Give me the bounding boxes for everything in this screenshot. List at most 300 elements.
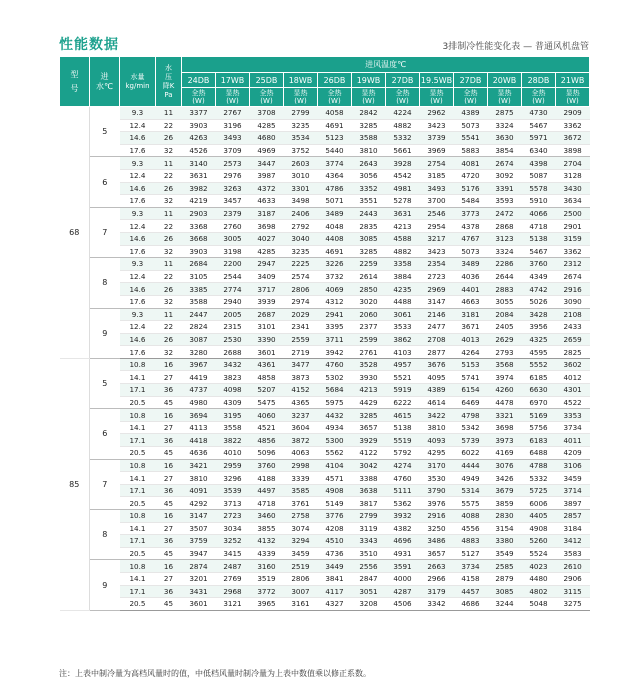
capacity-cell: 4856	[250, 434, 284, 447]
capacity-cell: 3179	[420, 585, 454, 598]
capacity-cell: 3339	[284, 472, 318, 485]
table-row	[60, 535, 590, 548]
capacity-cell: 3698	[488, 421, 522, 434]
table-row	[60, 409, 590, 422]
water-flow-cell: 14.6	[120, 182, 156, 195]
capacity-cell: 3447	[250, 157, 284, 170]
capacity-cell: 3976	[420, 497, 454, 510]
capacity-cell: 5562	[318, 447, 352, 460]
capacity-cell: 3217	[420, 232, 454, 245]
capacity-cell: 5260	[522, 535, 556, 548]
capacity-cell: 2968	[216, 585, 250, 598]
capacity-cell: 5467	[522, 119, 556, 132]
capacity-cell: 3694	[182, 409, 216, 422]
capacity-cell: 4208	[318, 522, 352, 535]
capacity-cell: 3790	[420, 484, 454, 497]
water-flow-cell: 17.6	[120, 144, 156, 157]
capacity-cell: 4295	[420, 447, 454, 460]
capacity-cell: 3296	[216, 472, 250, 485]
capacity-cell: 5484	[454, 195, 488, 208]
table-row	[60, 182, 590, 195]
capacity-cell: 3855	[250, 522, 284, 535]
capacity-cell: 4382	[386, 522, 420, 535]
page-title: 性能数据	[59, 37, 119, 53]
capacity-cell: 3734	[556, 421, 590, 434]
capacity-cell: 3776	[318, 510, 352, 523]
capacity-cell: 3105	[182, 270, 216, 283]
capacity-cell: 3196	[216, 119, 250, 132]
capacity-cell: 3810	[182, 472, 216, 485]
header-subheader-label: 显热 (W)	[429, 89, 444, 105]
capacity-cell: 3154	[488, 522, 522, 535]
model-cell: 85	[60, 358, 90, 610]
capacity-cell: 6630	[522, 384, 556, 397]
capacity-cell: 4088	[454, 510, 488, 523]
capacity-cell: 2916	[420, 510, 454, 523]
capacity-cell: 3087	[182, 333, 216, 346]
capacity-cell: 3201	[182, 572, 216, 585]
capacity-cell: 3711	[318, 333, 352, 346]
capacity-cell: 3368	[182, 220, 216, 233]
capacity-cell: 6022	[454, 447, 488, 460]
header-condition: 18WB	[284, 73, 318, 88]
table-body	[60, 107, 590, 611]
water-flow-cell: 17.6	[120, 195, 156, 208]
capacity-cell: 3898	[556, 144, 590, 157]
capacity-cell: 5138	[386, 421, 420, 434]
header-condition: 24DB	[182, 73, 216, 88]
capacity-cell: 4429	[352, 396, 386, 409]
capacity-cell: 2629	[488, 333, 522, 346]
capacity-cell: 2719	[284, 346, 318, 359]
pressure-drop-cell: 11	[156, 207, 182, 220]
footnote: 注：上表中制冷量为高档风量时的值，中低档风量时制冷量为上表中数值乘以修正系数。	[59, 669, 371, 678]
pressure-drop-cell: 45	[156, 396, 182, 409]
capacity-cell: 2443	[352, 207, 386, 220]
capacity-cell: 3631	[386, 207, 420, 220]
capacity-cell: 3947	[182, 547, 216, 560]
table-row	[60, 169, 590, 182]
capacity-cell: 3342	[420, 598, 454, 611]
capacity-cell: 2610	[556, 560, 590, 573]
capacity-cell: 3235	[284, 245, 318, 258]
pressure-drop-cell: 22	[156, 321, 182, 334]
header-subheader	[522, 88, 556, 107]
capacity-cell: 4556	[454, 522, 488, 535]
capacity-cell: 3630	[488, 132, 522, 145]
capacity-cell: 2084	[488, 308, 522, 321]
capacity-cell: 3967	[182, 358, 216, 371]
capacity-cell: 2286	[488, 258, 522, 271]
capacity-cell: 3040	[284, 232, 318, 245]
capacity-cell: 3431	[182, 585, 216, 598]
capacity-cell: 5575	[454, 497, 488, 510]
capacity-cell: 5302	[318, 371, 352, 384]
capacity-cell: 4882	[386, 119, 420, 132]
capacity-cell: 3388	[352, 472, 386, 485]
capacity-cell: 2556	[352, 560, 386, 573]
capacity-cell: 2146	[420, 308, 454, 321]
capacity-cell: 4802	[522, 585, 556, 598]
capacity-cell: 2599	[352, 333, 386, 346]
capacity-cell: 2940	[216, 295, 250, 308]
capacity-cell: 3020	[352, 295, 386, 308]
capacity-cell: 5111	[386, 484, 420, 497]
water-flow-cell: 14.1	[120, 522, 156, 535]
capacity-cell: 4378	[454, 220, 488, 233]
table-row	[60, 497, 590, 510]
pressure-drop-cell: 45	[156, 547, 182, 560]
capacity-cell: 5123	[318, 132, 352, 145]
pressure-drop-cell: 32	[156, 295, 182, 308]
capacity-cell: 2916	[556, 283, 590, 296]
capacity-cell: 3969	[420, 144, 454, 157]
capacity-cell: 4013	[454, 333, 488, 346]
capacity-cell: 4036	[454, 270, 488, 283]
capacity-cell: 5552	[522, 358, 556, 371]
capacity-cell: 3760	[522, 258, 556, 271]
capacity-cell: 3140	[182, 157, 216, 170]
capacity-cell: 2941	[318, 308, 352, 321]
capacity-cell: 2708	[420, 333, 454, 346]
water-flow-cell: 12.4	[120, 119, 156, 132]
table-row	[60, 321, 590, 334]
capacity-cell: 3237	[284, 409, 318, 422]
capacity-cell: 3987	[250, 169, 284, 182]
capacity-cell: 4103	[386, 346, 420, 359]
capacity-cell: 6006	[522, 497, 556, 510]
capacity-cell: 3903	[182, 119, 216, 132]
capacity-cell: 2674	[556, 270, 590, 283]
capacity-cell: 3700	[420, 195, 454, 208]
capacity-cell: 4095	[420, 371, 454, 384]
capacity-cell: 3235	[284, 119, 318, 132]
water-flow-cell: 17.1	[120, 585, 156, 598]
capacity-cell: 3421	[182, 459, 216, 472]
capacity-cell: 3493	[216, 132, 250, 145]
water-flow-cell: 12.4	[120, 321, 156, 334]
capacity-cell: 3965	[250, 598, 284, 611]
table-row	[60, 220, 590, 233]
capacity-cell: 3034	[216, 522, 250, 535]
capacity-cell: 3841	[318, 572, 352, 585]
capacity-cell: 5073	[454, 119, 488, 132]
capacity-cell: 3074	[284, 522, 318, 535]
capacity-cell: 3903	[182, 245, 216, 258]
capacity-cell: 3395	[318, 321, 352, 334]
header-condition: 21WB	[556, 73, 590, 88]
capacity-cell: 2806	[284, 283, 318, 296]
pressure-drop-cell: 22	[156, 270, 182, 283]
capacity-cell: 5739	[454, 434, 488, 447]
pressure-drop-cell: 16	[156, 510, 182, 523]
water-flow-cell: 9.3	[120, 258, 156, 271]
capacity-cell: 2799	[284, 107, 318, 120]
table-row	[60, 132, 590, 145]
capacity-cell: 3412	[556, 535, 590, 548]
capacity-cell: 5278	[386, 195, 420, 208]
capacity-cell: 4957	[386, 358, 420, 371]
capacity-cell: 5792	[386, 447, 420, 460]
capacity-cell: 4188	[250, 472, 284, 485]
water-flow-cell: 9.3	[120, 107, 156, 120]
capacity-cell: 2906	[556, 572, 590, 585]
capacity-cell: 3634	[556, 195, 590, 208]
table-row	[60, 510, 590, 523]
table-row	[60, 547, 590, 560]
header-subheader-label: 显热 (W)	[293, 89, 308, 105]
table-row	[60, 384, 590, 397]
header-subheader-label: 全热 (W)	[531, 89, 546, 105]
pressure-drop-cell: 22	[156, 220, 182, 233]
capacity-cell: 4066	[522, 207, 556, 220]
capacity-cell: 2200	[216, 258, 250, 271]
water-flow-cell: 10.8	[120, 358, 156, 371]
pressure-drop-cell: 16	[156, 409, 182, 422]
capacity-cell: 3507	[182, 522, 216, 535]
header-subheader-label: 全热 (W)	[463, 89, 478, 105]
capacity-cell: 3007	[284, 585, 318, 598]
capacity-cell: 2644	[488, 270, 522, 283]
capacity-cell: 4931	[386, 547, 420, 560]
capacity-cell: 3593	[488, 195, 522, 208]
table-row	[60, 308, 590, 321]
capacity-cell: 4736	[318, 547, 352, 560]
header-model: 型号	[60, 57, 90, 107]
water-flow-cell: 17.6	[120, 346, 156, 359]
capacity-cell: 2341	[284, 321, 318, 334]
capacity-cell: 2947	[250, 258, 284, 271]
capacity-cell: 2405	[488, 321, 522, 334]
capacity-cell: 2835	[352, 220, 386, 233]
capacity-cell: 3982	[182, 182, 216, 195]
capacity-cell: 4419	[182, 371, 216, 384]
capacity-cell: 3422	[420, 409, 454, 422]
capacity-cell: 4117	[318, 585, 352, 598]
capacity-cell: 2793	[488, 346, 522, 359]
capacity-cell: 3449	[318, 560, 352, 573]
water-flow-cell: 12.4	[120, 169, 156, 182]
capacity-cell: 2379	[216, 207, 250, 220]
capacity-cell: 6185	[522, 371, 556, 384]
header-subheader-label: 显热 (W)	[565, 89, 580, 105]
capacity-cell: 4398	[522, 157, 556, 170]
capacity-cell: 4389	[420, 384, 454, 397]
table-row	[60, 522, 590, 535]
capacity-cell: 3362	[556, 245, 590, 258]
capacity-cell: 3930	[352, 371, 386, 384]
capacity-cell: 4526	[182, 144, 216, 157]
capacity-cell: 2354	[420, 258, 454, 271]
capacity-cell: 5519	[386, 434, 420, 447]
header-subheader	[386, 88, 420, 107]
capacity-cell: 4405	[522, 510, 556, 523]
capacity-cell: 2259	[352, 258, 386, 271]
capacity-cell: 4497	[250, 484, 284, 497]
pressure-drop-cell: 26	[156, 232, 182, 245]
capacity-cell: 5332	[386, 132, 420, 145]
capacity-cell: 4158	[454, 572, 488, 585]
capacity-cell: 4444	[454, 459, 488, 472]
header-subheader-label: 显热 (W)	[497, 89, 512, 105]
capacity-cell: 3051	[352, 585, 386, 598]
capacity-cell: 4691	[318, 245, 352, 258]
capacity-cell: 5475	[250, 396, 284, 409]
capacity-cell: 4882	[386, 245, 420, 258]
capacity-cell: 3343	[352, 535, 386, 548]
capacity-cell: 4408	[318, 232, 352, 245]
header-subheader-label: 全热 (W)	[259, 89, 274, 105]
capacity-cell: 4696	[386, 535, 420, 548]
capacity-cell: 3974	[488, 371, 522, 384]
water-flow-cell: 14.6	[120, 283, 156, 296]
capacity-cell: 3734	[454, 560, 488, 573]
pressure-drop-cell: 32	[156, 245, 182, 258]
pressure-drop-cell: 32	[156, 195, 182, 208]
capacity-cell: 5883	[454, 144, 488, 157]
capacity-cell: 4063	[284, 447, 318, 460]
pressure-drop-cell: 26	[156, 132, 182, 145]
capacity-cell: 2769	[216, 572, 250, 585]
capacity-cell: 4327	[318, 598, 352, 611]
capacity-cell: 5048	[522, 598, 556, 611]
capacity-cell: 4372	[250, 182, 284, 195]
table-row	[60, 421, 590, 434]
capacity-cell: 4011	[556, 434, 590, 447]
pressure-drop-cell: 36	[156, 585, 182, 598]
header-subheader-label: 全热 (W)	[395, 89, 410, 105]
capacity-cell: 4209	[556, 447, 590, 460]
capacity-cell: 2976	[216, 169, 250, 182]
water-flow-cell: 17.1	[120, 384, 156, 397]
capacity-cell: 4122	[352, 447, 386, 460]
capacity-cell: 3321	[488, 409, 522, 422]
header-inlet-air-temp: 进风温度℃	[182, 57, 590, 73]
capacity-cell: 4213	[352, 384, 386, 397]
capacity-cell: 3085	[352, 232, 386, 245]
capacity-cell: 4858	[250, 371, 284, 384]
capacity-cell: 3460	[250, 510, 284, 523]
capacity-cell: 2723	[420, 270, 454, 283]
capacity-cell: 5756	[522, 421, 556, 434]
capacity-cell: 3774	[318, 157, 352, 170]
capacity-cell: 2868	[488, 220, 522, 233]
capacity-cell: 6340	[522, 144, 556, 157]
table-subtitle: 3排制冷性能变化表 — 普通风机盘管	[442, 42, 589, 52]
capacity-cell: 2500	[556, 207, 590, 220]
water-flow-cell: 14.1	[120, 572, 156, 585]
capacity-cell: 2674	[488, 157, 522, 170]
capacity-cell: 4760	[318, 358, 352, 371]
capacity-cell: 4364	[318, 169, 352, 182]
header-subheader	[216, 88, 250, 107]
capacity-cell: 4786	[318, 182, 352, 195]
capacity-cell: 3939	[250, 295, 284, 308]
capacity-cell: 5071	[318, 195, 352, 208]
table-row	[60, 107, 590, 120]
header-water-flow: 水量kg/min	[120, 57, 156, 107]
capacity-cell: 3657	[420, 547, 454, 560]
capacity-cell: 2447	[182, 308, 216, 321]
capacity-cell: 3739	[420, 132, 454, 145]
capacity-cell: 3772	[250, 585, 284, 598]
capacity-cell: 3244	[488, 598, 522, 611]
capacity-cell: 4219	[182, 195, 216, 208]
capacity-cell: 2857	[556, 510, 590, 523]
capacity-cell: 3428	[522, 308, 556, 321]
capacity-cell: 3602	[556, 358, 590, 371]
capacity-cell: 3324	[488, 119, 522, 132]
header-subheader-label: 显热 (W)	[225, 89, 240, 105]
table-row	[60, 270, 590, 283]
header-subheader-label: 显热 (W)	[361, 89, 376, 105]
capacity-cell: 3761	[284, 497, 318, 510]
capacity-cell: 4389	[454, 107, 488, 120]
water-flow-cell: 14.1	[120, 371, 156, 384]
water-flow-cell: 9.3	[120, 308, 156, 321]
capacity-cell: 3301	[284, 182, 318, 195]
capacity-cell: 4521	[250, 421, 284, 434]
capacity-cell: 3106	[556, 459, 590, 472]
capacity-cell: 4339	[250, 547, 284, 560]
capacity-cell: 4663	[454, 295, 488, 308]
water-flow-cell: 14.6	[120, 232, 156, 245]
capacity-cell: 3426	[488, 472, 522, 485]
capacity-cell: 3324	[488, 245, 522, 258]
capacity-cell: 2559	[284, 333, 318, 346]
capacity-cell: 3585	[284, 484, 318, 497]
capacity-cell: 4058	[318, 107, 352, 120]
capacity-cell: 5541	[454, 132, 488, 145]
capacity-cell: 4969	[250, 144, 284, 157]
capacity-cell: 5578	[522, 182, 556, 195]
capacity-cell: 4264	[454, 346, 488, 359]
capacity-cell: 3147	[182, 510, 216, 523]
capacity-cell: 3092	[488, 169, 522, 182]
capacity-cell: 2754	[420, 157, 454, 170]
capacity-cell: 3187	[250, 207, 284, 220]
capacity-cell: 3477	[284, 358, 318, 371]
capacity-cell: 3873	[284, 371, 318, 384]
capacity-cell: 3498	[284, 195, 318, 208]
capacity-cell: 5207	[250, 384, 284, 397]
water-flow-cell: 10.8	[120, 409, 156, 422]
capacity-cell: 2998	[284, 459, 318, 472]
capacity-cell: 4235	[386, 283, 420, 296]
capacity-cell: 2060	[352, 308, 386, 321]
capacity-cell: 2901	[556, 220, 590, 233]
capacity-cell: 3551	[352, 195, 386, 208]
capacity-cell: 2225	[284, 258, 318, 271]
capacity-cell: 4012	[556, 371, 590, 384]
capacity-cell: 3717	[250, 283, 284, 296]
capacity-cell: 2684	[182, 258, 216, 271]
capacity-cell: 4287	[386, 585, 420, 598]
capacity-cell: 2954	[420, 220, 454, 233]
capacity-cell: 2847	[352, 572, 386, 585]
capacity-cell: 4325	[522, 333, 556, 346]
capacity-cell: 3390	[250, 333, 284, 346]
capacity-cell: 4312	[318, 295, 352, 308]
water-flow-cell: 20.5	[120, 547, 156, 560]
pressure-drop-cell: 36	[156, 484, 182, 497]
header-subheader	[352, 88, 386, 107]
table-row	[60, 371, 590, 384]
pressure-drop-cell: 27	[156, 472, 182, 485]
capacity-cell: 4401	[454, 283, 488, 296]
capacity-cell: 3671	[454, 321, 488, 334]
capacity-cell: 5741	[454, 371, 488, 384]
